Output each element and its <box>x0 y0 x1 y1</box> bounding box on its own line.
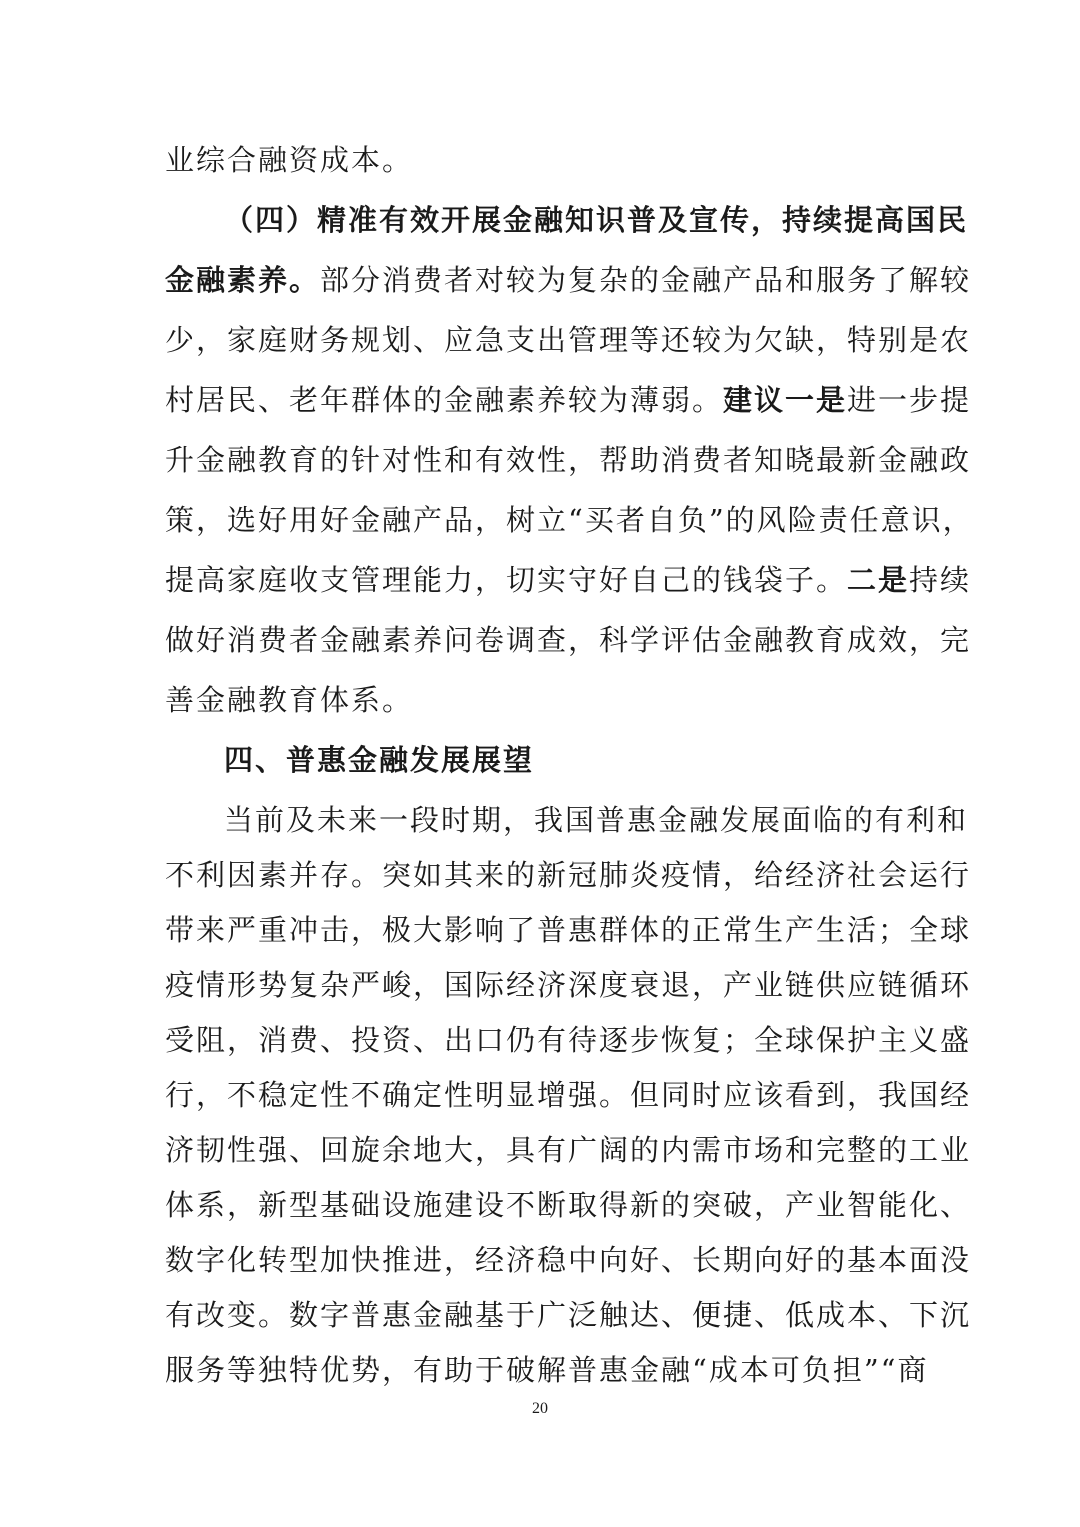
text-line <box>165 376 972 424</box>
text-line: 策，选好用好金融产品，树立“买者自负”的风险责任意识， <box>165 503 974 537</box>
paragraph-line: 疫情形势复杂严峻，国际经济深度衰退，产业链供应链循环 <box>165 968 972 1002</box>
text-line: 少，家庭财务规划、应急支出管理等还较为欠缺，特别是农 <box>165 323 972 357</box>
text-line: 善金融教育体系。 <box>165 683 414 717</box>
page-number: 20 <box>532 1400 548 1417</box>
text-line <box>165 556 972 604</box>
paragraph-line: 不利因素并存。突如其来的新冠肺炎疫情，给经济社会运行 <box>165 858 972 892</box>
subsection-heading: （四）精准有效开展金融知识普及宣传，持续提高国民 <box>224 203 969 237</box>
text-span: 提高家庭收支管理能力，切实守好自己的钱袋子。 <box>165 563 848 597</box>
paragraph-line: 受阻，消费、投资、出口仍有待逐步恢复；全球保护主义盛 <box>165 1023 972 1057</box>
paragraph-line: 带来严重冲击，极大影响了普惠群体的正常生产生活；全球 <box>165 913 972 947</box>
paragraph-line: 服务等独特优势，有助于破解普惠金融“成本可负担”“商 <box>165 1353 929 1387</box>
suggestion-label-2: 二是 <box>847 563 910 597</box>
paragraph-line: 当前及未来一段时期，我国普惠金融发展面临的有利和 <box>224 803 969 837</box>
text-line-continuation: 业综合融资成本。 <box>165 143 414 177</box>
paragraph-line: 有改变。数字普惠金融基于广泛触达、便捷、低成本、下沉 <box>165 1298 972 1332</box>
text-line <box>165 256 972 304</box>
text-line: 升金融教育的针对性和有效性，帮助消费者知晓最新金融政 <box>165 443 972 477</box>
suggestion-label: 建议一是 <box>723 383 848 417</box>
paragraph-line: 济韧性强、回旋余地大，具有广阔的内需市场和完整的工业 <box>165 1133 972 1167</box>
text-span: 村居民、老年群体的金融素养较为薄弱。 <box>165 383 724 417</box>
text-line: 做好消费者金融素养问卷调查，科学评估金融教育成效，完 <box>165 623 972 657</box>
section-heading: 四、普惠金融发展展望 <box>224 743 535 777</box>
text-span: 持续 <box>909 563 972 597</box>
paragraph-line: 行，不稳定性不确定性明显增强。但同时应该看到，我国经 <box>165 1078 972 1112</box>
paragraph-line: 数字化转型加快推进，经济稳中向好、长期向好的基本面没 <box>165 1243 972 1277</box>
text-span: 部分消费者对较为复杂的金融产品和服务了解较 <box>320 263 972 297</box>
paragraph-line: 体系，新型基础设施建设不断取得新的突破，产业智能化、 <box>165 1188 972 1222</box>
subsection-heading-tail: 金融素养。 <box>165 263 321 297</box>
text-span: 进一步提 <box>847 383 972 417</box>
